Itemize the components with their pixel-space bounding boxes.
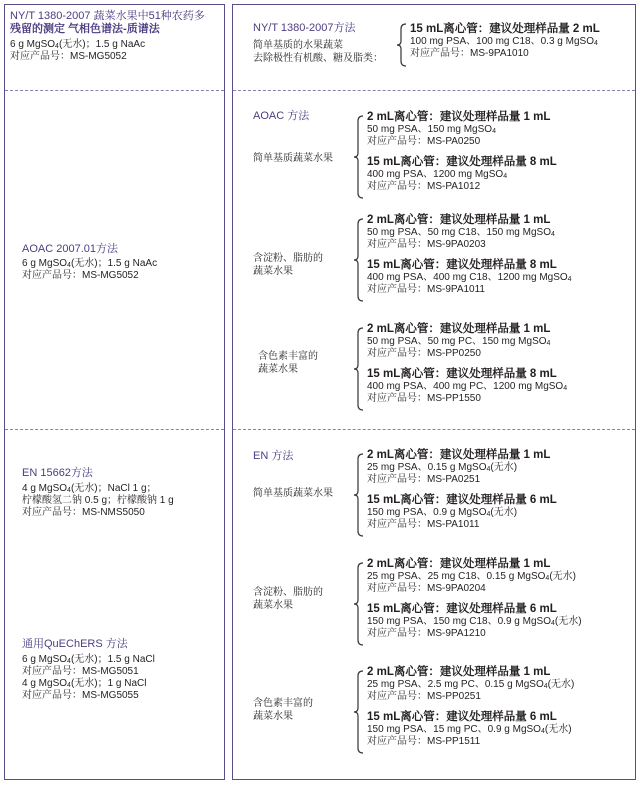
left-divider-2 bbox=[5, 429, 224, 430]
left-section-ny bbox=[10, 10, 222, 63]
en-g1-brace-icon bbox=[353, 453, 365, 537]
en-g2-tube2-title: 15 mL离心管：建议处理样品量 6 mL bbox=[367, 603, 557, 615]
en-g1-tube1-product: 对应产品号：MS-PA0251 bbox=[367, 474, 481, 485]
aoac-g2-brace-icon bbox=[353, 218, 365, 302]
en-g3-tube1-title: 2 mL离心管：建议处理样品量 1 mL bbox=[367, 666, 551, 678]
aoac-g3-brace-icon bbox=[353, 327, 365, 411]
right-divider-1 bbox=[233, 90, 635, 91]
ny-product-number: 对应产品号：MS-MG5052 bbox=[10, 51, 127, 62]
quechers-product-number-2: 对应产品号：MS-MG5055 bbox=[22, 690, 139, 701]
aoac-g2-tube2-product: 对应产品号：MS-9PA1011 bbox=[367, 284, 485, 295]
ny-tube-block bbox=[410, 22, 600, 60]
en-15662-title: EN 15662方法 bbox=[22, 467, 93, 479]
en-g2-tube1-product: 对应产品号：MS-9PA0204 bbox=[367, 583, 486, 594]
aoac-g2-tube1-components: 50 mg PSA、50 mg C18、150 mg MgSO$_4$ bbox=[367, 227, 555, 238]
quechers-reagent-line2: 4 g MgSO$_4$(无水)；1 g NaCl bbox=[22, 678, 147, 689]
en-g2-tube1-title: 2 mL离心管：建议处理样品量 1 mL bbox=[367, 558, 551, 570]
en-g3-label-line1: 含色素丰富的 bbox=[253, 698, 313, 709]
en-g3-block bbox=[367, 665, 574, 748]
aoac-g3-tube1-components: 50 mg PSA、50 mg PC、150 mg MgSO$_4$ bbox=[367, 336, 551, 347]
aoac-g3-tube1-product: 对应产品号：MS-PP0250 bbox=[367, 348, 481, 359]
aoac-g2-tube2-title: 15 mL离心管：建议处理样品量 8 mL bbox=[367, 259, 557, 271]
en-g3-tube2-title: 15 mL离心管：建议处理样品量 6 mL bbox=[367, 711, 557, 723]
aoac-g2-tube1-title: 2 mL离心管：建议处理样品量 1 mL bbox=[367, 214, 551, 226]
aoac-g1-tube1-title: 2 mL离心管：建议处理样品量 1 mL bbox=[367, 111, 551, 123]
aoac-g3-label bbox=[258, 350, 318, 376]
aoac-reagent-line: 6 g MgSO$_4$(无水)；1.5 g NaAc bbox=[22, 258, 158, 269]
ny-right-desc2: 去除极性有机酸、糖及脂类： bbox=[253, 53, 383, 64]
en-g3-label bbox=[253, 697, 313, 723]
aoac-g1-tube2-components: 400 mg PSA、1200 mg MgSO$_4$ bbox=[367, 169, 508, 180]
aoac-g3-label-line1: 含色素丰富的 bbox=[258, 351, 318, 362]
en-reagent-line1: 4 g MgSO$_4$(无水)；NaCl 1 g； bbox=[22, 483, 157, 494]
en-right-title: EN 方法 bbox=[253, 450, 294, 462]
en-g3-label-line2: 蔬菜水果 bbox=[253, 711, 293, 722]
en-g1-tube1-title: 2 mL离心管：建议处理样品量 1 mL bbox=[367, 449, 551, 461]
aoac-g3-block bbox=[367, 322, 567, 405]
right-divider-2 bbox=[233, 429, 635, 430]
aoac-g1-tube2-title: 15 mL离心管：建议处理样品量 8 mL bbox=[367, 156, 557, 168]
en-g3-tube2-components: 150 mg PSA、15 mg PC、0.9 g MgSO$_4$(无水) bbox=[367, 724, 572, 735]
en-g1-label: 简单基质蔬菜水果 bbox=[253, 488, 333, 499]
en-g1-tube2-title: 15 mL离心管：建议处理样品量 6 mL bbox=[367, 494, 557, 506]
ny-brace-icon bbox=[396, 23, 408, 67]
en-g1-tube1-components: 25 mg PSA、0.15 g MgSO$_4$(无水) bbox=[367, 462, 518, 473]
quechers-title: 通用QuEChERS 方法 bbox=[22, 638, 128, 650]
quechers-reagent-line1: 6 g MgSO$_4$(无水)；1.5 g NaCl bbox=[22, 654, 155, 665]
aoac-2007-title: AOAC 2007.01方法 bbox=[22, 243, 118, 255]
en-g3-tube2-product: 对应产品号：MS-PP1511 bbox=[367, 736, 481, 747]
aoac-g1-tube1-components: 50 mg PSA、150 mg MgSO$_4$ bbox=[367, 124, 496, 135]
aoac-g2-label-line2: 蔬菜水果 bbox=[253, 266, 293, 277]
en-g2-block bbox=[367, 557, 582, 640]
aoac-g1-label: 简单基质蔬菜水果 bbox=[253, 153, 333, 164]
aoac-right-title: AOAC 方法 bbox=[253, 110, 310, 122]
en-g2-tube1-components: 25 mg PSA、25 mg C18、0.15 g MgSO$_4$(无水) bbox=[367, 571, 576, 582]
en-g2-brace-icon bbox=[353, 562, 365, 646]
aoac-g2-label bbox=[253, 252, 323, 278]
ny-right-title: NY/T 1380-2007方法 bbox=[253, 22, 356, 34]
aoac-g2-tube2-components: 400 mg PSA、400 mg C18、1200 mg MgSO$_4$ bbox=[367, 272, 572, 283]
aoac-g2-label-line1: 含淀粉、脂肪的 bbox=[253, 253, 323, 264]
aoac-g3-tube2-product: 对应产品号：MS-PP1550 bbox=[367, 393, 481, 404]
en-reagent-line2: 柠檬酸氢二钠 0.5 g；柠檬酸钠 1 g bbox=[22, 495, 174, 506]
aoac-g3-tube1-title: 2 mL离心管：建议处理样品量 1 mL bbox=[367, 323, 551, 335]
aoac-product-number: 对应产品号：MS-MG5052 bbox=[22, 270, 139, 281]
aoac-g3-tube2-title: 15 mL离心管：建议处理样品量 8 mL bbox=[367, 368, 557, 380]
en-g1-tube2-product: 对应产品号：MS-PA1011 bbox=[367, 519, 480, 530]
aoac-g2-block bbox=[367, 213, 572, 296]
aoac-g1-tube2-product: 对应产品号：MS-PA1012 bbox=[367, 181, 481, 192]
en-g2-label-line2: 蔬菜水果 bbox=[253, 600, 293, 611]
aoac-g2-tube1-product: 对应产品号：MS-9PA0203 bbox=[367, 239, 486, 250]
en-g3-tube1-components: 25 mg PSA、2.5 mg PC、0.15 g MgSO$_4$(无水) bbox=[367, 679, 575, 690]
aoac-g3-tube2-components: 400 mg PSA、400 mg PC、1200 mg MgSO$_4$ bbox=[367, 381, 568, 392]
aoac-g1-block bbox=[367, 110, 557, 193]
ny-reagent-line: 6 g MgSO$_4$(无水)；1.5 g NaAc bbox=[10, 39, 146, 50]
aoac-g1-brace-icon bbox=[353, 115, 365, 199]
en-g2-label bbox=[253, 586, 323, 612]
en-product-number: 对应产品号：MS-NMS5050 bbox=[22, 507, 145, 518]
aoac-g3-label-line2: 蔬菜水果 bbox=[258, 364, 298, 375]
ny-method-title-line1: NY/T 1380-2007 蔬菜水果中51种农药多 bbox=[10, 10, 205, 22]
ny-method-title-line2: 残留的测定 气相色谱法-质谱法 bbox=[10, 23, 160, 35]
ny-tube-components: 100 mg PSA、100 mg C18、0.3 g MgSO$_4$ bbox=[410, 36, 598, 47]
en-g3-brace-icon bbox=[353, 670, 365, 754]
en-g1-tube2-components: 150 mg PSA、0.9 g MgSO$_4$(无水) bbox=[367, 507, 518, 518]
left-section-quechers bbox=[22, 638, 222, 702]
left-section-aoac bbox=[22, 243, 222, 282]
ny-tube-product: 对应产品号：MS-9PA1010 bbox=[410, 48, 529, 59]
ny-tube-title: 15 mL离心管：建议处理样品量 2 mL bbox=[410, 23, 600, 35]
right-ny-section bbox=[253, 22, 383, 65]
en-g2-tube2-product: 对应产品号：MS-9PA1210 bbox=[367, 628, 486, 639]
en-g1-block bbox=[367, 448, 557, 531]
left-divider-1 bbox=[5, 90, 224, 91]
aoac-g1-tube1-product: 对应产品号：MS-PA0250 bbox=[367, 136, 481, 147]
ny-right-desc1: 简单基质的水果蔬菜 bbox=[253, 40, 343, 51]
en-g2-tube2-components: 150 mg PSA、150 mg C18、0.9 g MgSO$_4$(无水) bbox=[367, 616, 582, 627]
en-g3-tube1-product: 对应产品号：MS-PP0251 bbox=[367, 691, 481, 702]
quechers-product-number-1: 对应产品号：MS-MG5051 bbox=[22, 666, 139, 677]
left-section-en bbox=[22, 467, 222, 519]
en-g2-label-line1: 含淀粉、脂肪的 bbox=[253, 587, 323, 598]
